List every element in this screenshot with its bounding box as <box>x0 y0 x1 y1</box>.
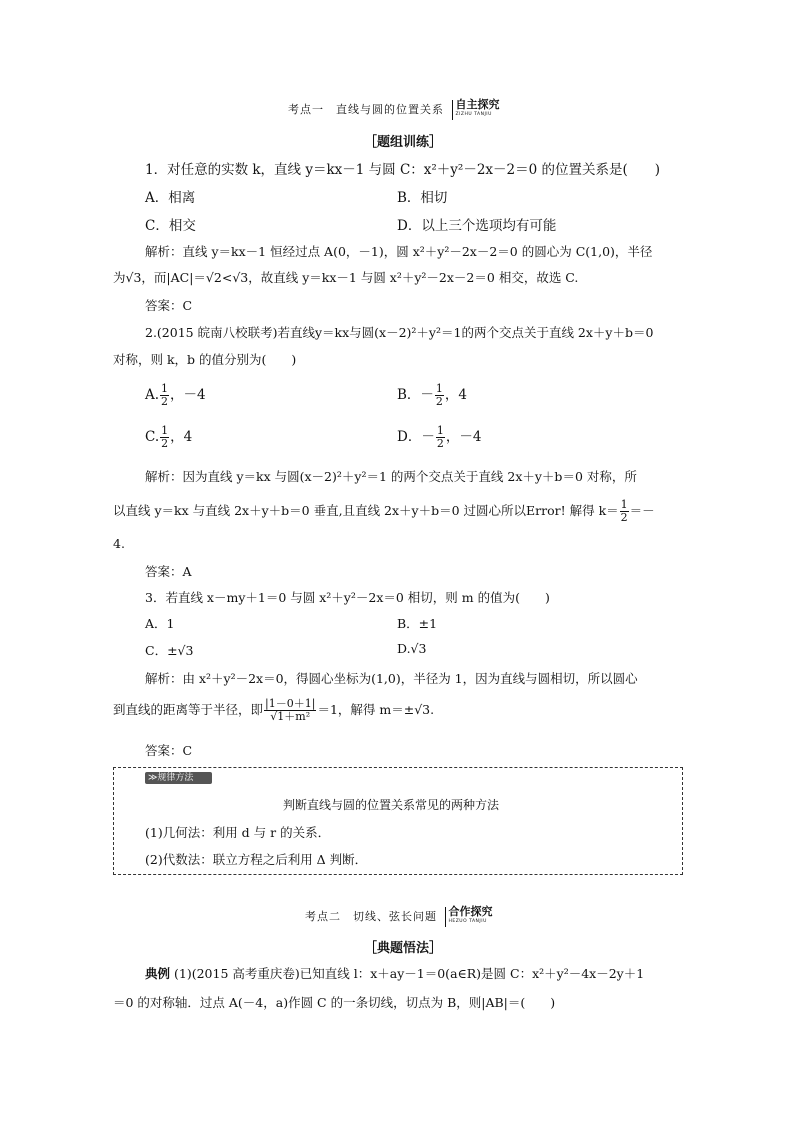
q1-option-d: D．以上三个选项均有可能 <box>397 218 557 234</box>
q2-solution-line-2 <box>113 499 655 524</box>
q1-option-b: B．相切 <box>397 190 448 206</box>
q1-stem: 1．对任意的实数 k，直线 y＝kx－1 与圆 C：x²＋y²－2x－2＝0 的位置关系是( ) <box>145 162 661 178</box>
fraction-denominator: 2 <box>161 437 169 450</box>
method-item-1: (1)几何法：利用 d 与 r 的关系． <box>145 825 331 840</box>
q2-option-d-fraction <box>436 425 445 450</box>
fraction-denominator: √1＋m² <box>270 710 311 723</box>
fraction-numerator: 1 <box>436 424 444 437</box>
q2-answer: 答案：A <box>145 564 192 579</box>
section-2-title <box>305 907 493 927</box>
fraction-numerator: 1 <box>161 424 169 437</box>
q2-solution-line-1: 解析：因为直线 y＝kx 与圆(x－2)²＋y²＝1 的两个交点关于直线 2x＋y＋b＝0 对称，所 <box>145 469 637 484</box>
section-1-title <box>288 100 500 120</box>
example-line-2: ＝0 的对称轴．过点 A(－4，a)作圆 C 的一条切线，切点为 B，则|AB|＝( ) <box>113 995 556 1010</box>
section-1-title-text: 考点一 直线与圆的位置关系 <box>288 103 444 116</box>
q2-option-b-prefix: B．－ <box>397 387 434 403</box>
q2-option-b-fraction <box>435 383 444 408</box>
q3-solution-fraction <box>264 698 316 723</box>
q1-answer: 答案：C <box>145 298 193 313</box>
q2-solution-line-2-text: 以直线 y＝kx 与直线 2x＋y＋b＝0 垂直,且直线 2x＋y＋b＝0 过圆心所以Error! 解得 k＝ <box>113 503 619 518</box>
q2-option-b <box>397 383 467 408</box>
method-item-2: (2)代数法：联立方程之后利用 Δ 判断． <box>145 852 368 867</box>
q3-solution-line-1: 解析：由 x²＋y²－2x＝0，得圆心坐标为(1,0)，半径为 1，因为直线与圆相切，所以圆心 <box>145 671 638 686</box>
example-label: 典例 <box>145 966 171 981</box>
q2-option-c-fraction <box>160 425 169 450</box>
section-1-badge-text: 自主探究 <box>455 98 500 111</box>
method-title: 判断直线与圆的位置关系常见的两种方法 <box>283 798 500 812</box>
q1-option-a: A．相离 <box>145 190 196 206</box>
method-tag: ≫规律方法 <box>145 772 212 784</box>
q3-solution-line-2 <box>113 698 434 723</box>
q1-solution-line-2: 为√3，而|AC|＝√2<√3，故直线 y＝kx－1 与圆 x²＋y²－2x－2＝0 相交，故选 C. <box>113 270 579 285</box>
q2-option-d-suffix: ，－4 <box>445 429 482 445</box>
section-2-title-text: 考点二 切线、弦长问题 <box>305 910 437 923</box>
q1-solution-line-1: 解析：直线 y＝kx－1 恒经过点 A(0，－1)，圆 x²＋y²－2x－2＝0 的圆心为 C(1,0)，半径 <box>145 244 653 259</box>
example-line-1-text: (1)(2015 高考重庆卷)已知直线 l：x＋ay－1＝0(a∈R)是圆 C：x²＋y²－4x－2y＋1 <box>174 966 645 981</box>
q2-option-c <box>145 425 192 450</box>
section-2-badge <box>445 907 493 927</box>
q3-option-a: A．1 <box>145 616 175 631</box>
fraction-numerator: |1－0＋1| <box>265 697 316 710</box>
q2-option-c-prefix: C. <box>145 429 160 445</box>
fraction-denominator: 2 <box>161 395 169 408</box>
fraction-numerator: 1 <box>161 382 169 395</box>
q2-option-d <box>397 425 481 450</box>
subsection-label-2: ［典题悟法］ <box>364 941 443 956</box>
q3-option-d: D.√3 <box>397 641 427 656</box>
q3-option-b: B．±1 <box>397 616 438 631</box>
q2-stem-line-1: 2.(2015 皖南八校联考)若直线y＝kx与圆(x－2)²＋y²＝1的两个交点关于直线 2x＋y＋b＝0 <box>145 325 654 340</box>
fraction-denominator: 2 <box>435 395 443 408</box>
q2-option-b-suffix: ，4 <box>444 387 468 403</box>
fraction-denominator: 2 <box>436 437 444 450</box>
q2-option-d-prefix: D．－ <box>397 429 435 445</box>
q2-stem-line-2: 对称，则 k，b 的值分别为( ) <box>113 352 297 367</box>
subsection-label-1: ［题组训练］ <box>364 135 443 150</box>
q2-solution-fraction <box>620 499 629 524</box>
fraction-numerator: 1 <box>620 498 628 511</box>
q2-option-c-suffix: ，4 <box>170 429 193 445</box>
example-line-1 <box>145 964 644 982</box>
q3-solution-line-2-suffix: ＝1，解得 m＝±√3. <box>317 702 435 717</box>
q3-solution-line-2-prefix: 到直线的距离等于半径，即 <box>113 702 264 717</box>
fraction-numerator: 1 <box>435 382 443 395</box>
q1-option-c: C．相交 <box>145 218 196 234</box>
section-2-badge-small: HEZUO TANJIU <box>448 919 487 924</box>
q3-option-c: C．±√3 <box>145 643 194 658</box>
section-1-badge <box>452 100 500 120</box>
q2-solution-line-3: 4. <box>113 536 125 551</box>
q2-option-a-suffix: ，－4 <box>170 387 206 403</box>
q2-option-a <box>145 383 206 408</box>
fraction-denominator: 2 <box>620 511 628 524</box>
q2-solution-line-2-tail: ＝－ <box>629 503 655 518</box>
section-1-badge-small: ZIZHU TANJIU <box>455 112 492 117</box>
q2-option-a-prefix: A. <box>145 387 160 403</box>
section-2-badge-text: 合作探究 <box>448 905 493 918</box>
q3-answer: 答案：C <box>145 743 193 758</box>
q2-option-a-fraction <box>160 383 169 408</box>
q3-stem: 3．若直线 x－my＋1＝0 与圆 x²＋y²－2x＝0 相切，则 m 的值为( ) <box>145 590 550 605</box>
